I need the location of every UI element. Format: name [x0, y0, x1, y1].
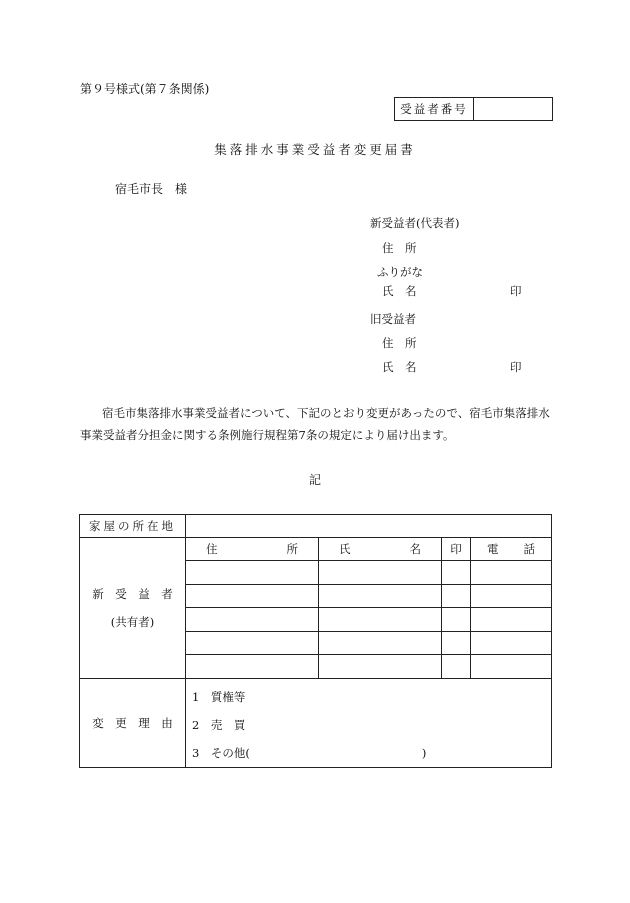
body-paragraph: 宿毛市集落排水事業受益者について、下記のとおり変更があったので、宿毛市集落排水事業受益者分担金に関する条例施行規程第7条の規定により届け出ます。	[80, 406, 550, 442]
new-beneficiary-heading: 新受益者(代表者)	[370, 216, 460, 230]
reason-pledge[interactable]: 1 質権等	[192, 689, 246, 704]
house-location-label: 家屋の所在地	[80, 515, 186, 538]
recipient-number-label: 受益者番号	[395, 98, 474, 120]
col-address-char-1: 住	[206, 542, 218, 556]
col-name-char-2: 名	[409, 542, 421, 556]
form-number: 第９号様式(第７条関係)	[80, 82, 210, 96]
reason-other-close: )	[421, 745, 427, 760]
new-owner-label: 新 受 益 者	[92, 586, 173, 601]
recipient-number-field[interactable]	[474, 98, 552, 120]
col-phone-char-2: 話	[523, 542, 535, 556]
reason-other[interactable]	[192, 739, 551, 767]
new-owner-cell	[80, 538, 186, 679]
reason-other-label: 3 その他(	[192, 745, 250, 760]
col-address-header	[186, 538, 319, 561]
column-header-row	[80, 538, 552, 561]
seal-cell[interactable]	[442, 584, 471, 608]
reason-sale[interactable]: 2 売 買	[192, 717, 246, 732]
address-cell[interactable]	[186, 584, 319, 608]
address-cell[interactable]	[186, 561, 319, 585]
change-reason-options	[186, 678, 552, 767]
old-beneficiary-heading: 旧受益者	[370, 312, 416, 326]
change-reason-label: 変 更 理 由	[80, 678, 186, 767]
name-cell[interactable]	[319, 584, 442, 608]
col-phone-header	[471, 538, 552, 561]
house-location-field[interactable]	[186, 515, 552, 538]
phone-cell[interactable]	[471, 655, 552, 679]
seal-cell[interactable]	[442, 608, 471, 632]
change-reason-row	[80, 678, 552, 767]
name-cell[interactable]	[319, 608, 442, 632]
old-beneficiary-address-label: 住 所	[382, 336, 417, 350]
addressee: 宿毛市長 様	[115, 182, 188, 196]
old-beneficiary-name-label: 氏 名	[382, 360, 417, 374]
new-beneficiary-address-label: 住 所	[382, 241, 417, 255]
name-cell[interactable]	[319, 655, 442, 679]
col-name-char-1: 氏	[339, 542, 351, 556]
new-beneficiary-furigana-label: ふりがな	[377, 265, 423, 279]
new-beneficiary-name-label: 氏 名	[382, 284, 417, 298]
recipient-number-box	[394, 97, 553, 121]
seal-cell[interactable]	[442, 631, 471, 655]
old-beneficiary-seal: 印	[510, 360, 522, 374]
co-owner-label: (共有者)	[110, 614, 155, 629]
phone-cell[interactable]	[471, 608, 552, 632]
seal-cell[interactable]	[442, 561, 471, 585]
name-cell[interactable]	[319, 631, 442, 655]
address-cell[interactable]	[186, 608, 319, 632]
change-table	[79, 514, 552, 768]
document-title: 集落排水事業受益者変更届書	[214, 142, 416, 157]
address-cell[interactable]	[186, 655, 319, 679]
col-seal-header: 印	[442, 538, 471, 561]
col-address-char-2: 所	[286, 542, 298, 556]
phone-cell[interactable]	[471, 584, 552, 608]
house-location-row	[80, 515, 552, 538]
seal-cell[interactable]	[442, 655, 471, 679]
phone-cell[interactable]	[471, 631, 552, 655]
address-cell[interactable]	[186, 631, 319, 655]
col-phone-char-1: 電	[487, 542, 499, 556]
name-cell[interactable]	[319, 561, 442, 585]
col-name-header	[319, 538, 442, 561]
ki-heading: 記	[308, 473, 321, 487]
new-beneficiary-seal: 印	[510, 284, 522, 298]
phone-cell[interactable]	[471, 561, 552, 585]
